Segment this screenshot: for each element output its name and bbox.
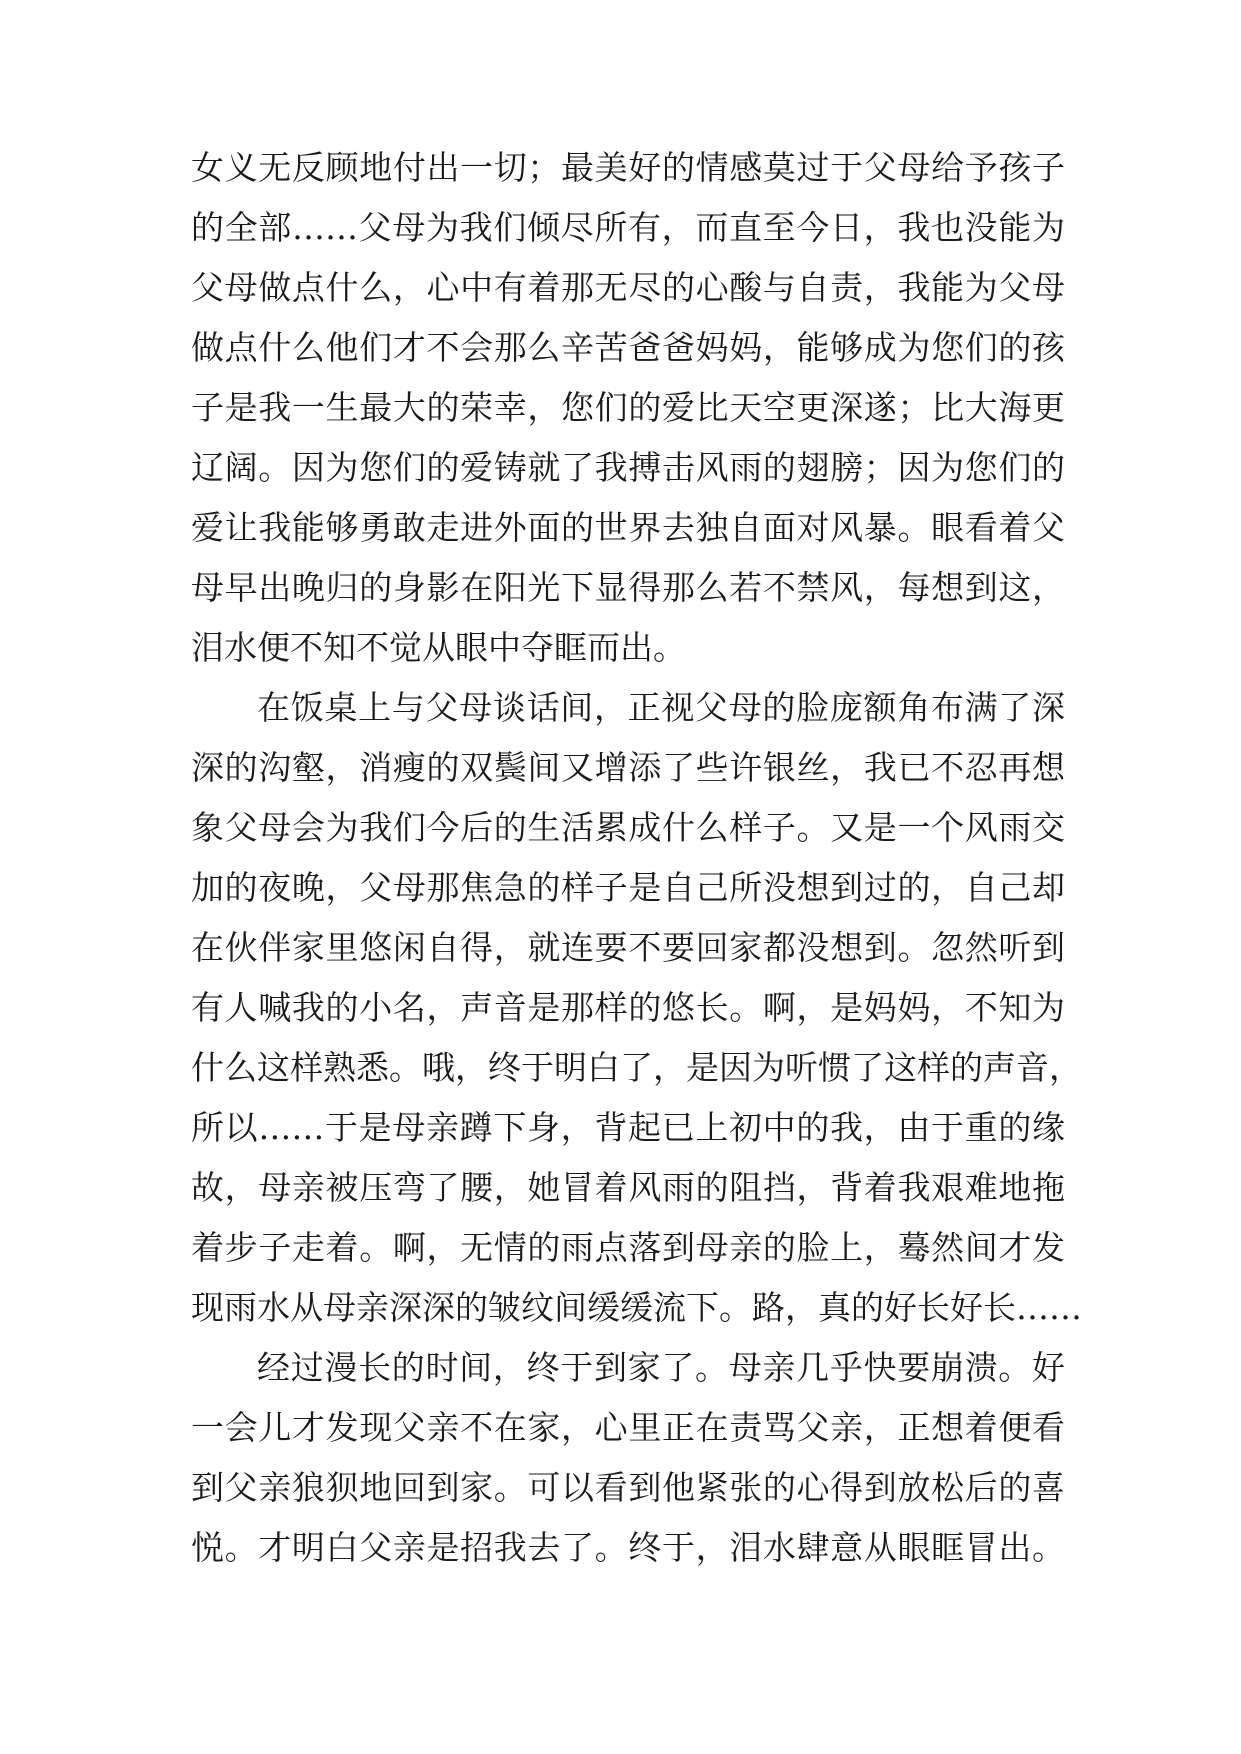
- text-line: 有人喊我的小名，声音是那样的悠长。啊，是妈妈，不知为: [191, 988, 1065, 1027]
- text-line: 爱让我能够勇敢走进外面的世界去独自面对风暴。眼看着父: [191, 508, 1065, 547]
- text-line: 做点什么他们才不会那么辛苦爸爸妈妈，能够成为您们的孩: [191, 328, 1065, 367]
- text-line: 父母做点什么，心中有着那无尽的心酸与自责，我能为父母: [191, 268, 1065, 307]
- text-line: 一会儿才发现父亲不在家，心里正在责骂父亲，正想着便看: [191, 1408, 1065, 1447]
- text-line: 母早出晚归的身影在阳光下显得那么若不禁风，每想到这，: [191, 568, 1065, 607]
- paragraph-first-line: 经过漫长的时间，终于到家了。母亲几乎快要崩溃。好: [257, 1348, 1065, 1387]
- text-line: 女义无反顾地付出一切；最美好的情感莫过于父母给予孩子: [191, 148, 1065, 187]
- text-line: 的全部……父母为我们倾尽所有，而直至今日，我也没能为: [191, 208, 1065, 247]
- text-line: 故，母亲被压弯了腰，她冒着风雨的阻挡，背着我艰难地拖: [191, 1168, 1065, 1207]
- text-line: 辽阔。因为您们的爱铸就了我搏击风雨的翅膀；因为您们的: [191, 448, 1065, 487]
- text-line: 现雨水从母亲深深的皱纹间缓缓流下。路，真的好长好长……: [191, 1288, 1082, 1327]
- text-line: 到父亲狼狈地回到家。可以看到他紧张的心得到放松后的喜: [191, 1468, 1065, 1507]
- text-line: 子是我一生最大的荣幸，您们的爱比天空更深遂；比大海更: [191, 388, 1065, 427]
- text-line: 所以……于是母亲蹲下身，背起已上初中的我，由于重的缘: [191, 1108, 1065, 1147]
- text-line: 泪水便不知不觉从眼中夺眶而出。: [191, 628, 686, 667]
- text-line: 悦。才明白父亲是招我去了。终于，泪水肆意从眼眶冒出。: [191, 1528, 1065, 1567]
- text-line: 什么这样熟悉。哦，终于明白了，是因为听惯了这样的声音，: [191, 1048, 1082, 1087]
- paragraph-first-line: 在饭桌上与父母谈话间，正视父母的脸庞额角布满了深: [257, 688, 1065, 727]
- text-line: 着步子走着。啊，无情的雨点落到母亲的脸上，蓦然间才发: [191, 1228, 1065, 1267]
- text-line: 深的沟壑，消瘦的双鬓间又增添了些许银丝，我已不忍再想: [191, 748, 1065, 787]
- text-line: 加的夜晚，父母那焦急的样子是自己所没想到过的，自己却: [191, 868, 1065, 907]
- text-line: 在伙伴家里悠闲自得，就连要不要回家都没想到。忽然听到: [191, 928, 1065, 967]
- body-text: [191, 138, 1082, 1578]
- text-line: 象父母会为我们今后的生活累成什么样子。又是一个风雨交: [191, 808, 1065, 847]
